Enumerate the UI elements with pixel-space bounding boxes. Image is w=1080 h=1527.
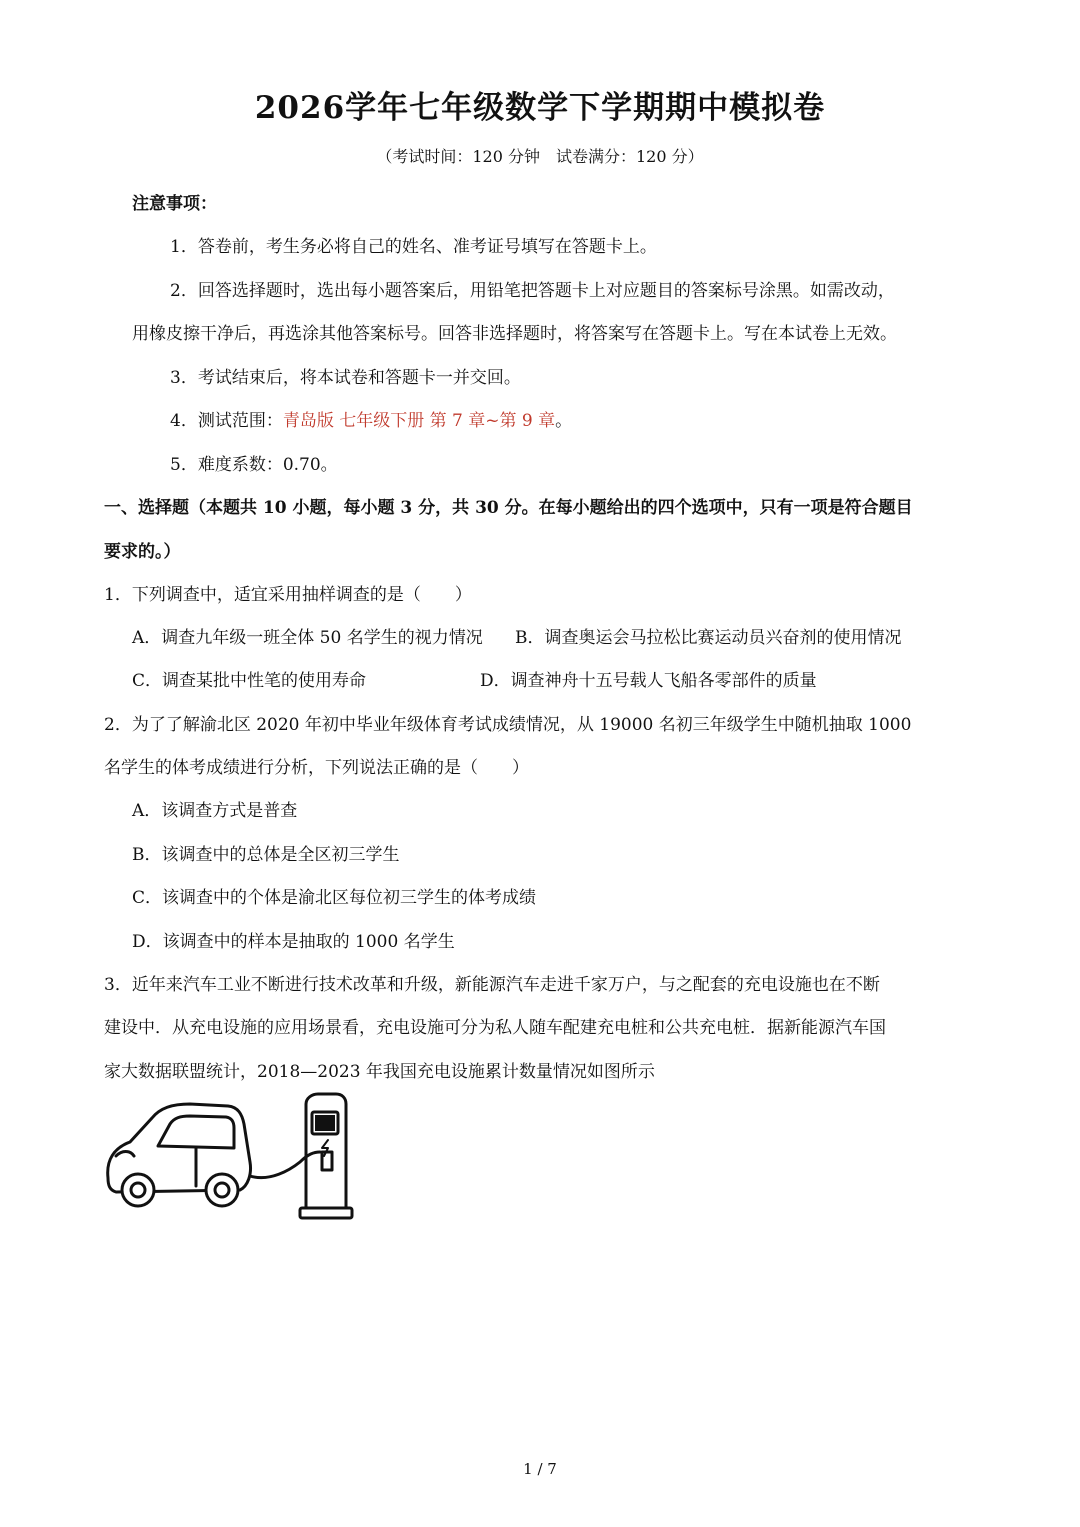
- test-range: 青岛版 七年级下册 第 7 章~第 9 章: [282, 411, 556, 431]
- notes-heading: 注意事项：: [132, 194, 217, 214]
- q1-option-a: A．调查九年级一班全体 50 名学生的视力情况: [132, 628, 483, 648]
- q3-stem-line-2: 建设中．从充电设施的应用场景看，充电设施可分为私人随车配建充电桩和公共充电桩．据新能源汽车国: [104, 1018, 886, 1038]
- note-item-4: [170, 406, 572, 431]
- ev-charging-illustration: [100, 1090, 360, 1225]
- q2-stem-line-1: 2．为了了解渝北区 2020 年初中毕业年级体育考试成绩情况，从 19000 名初三年级学生中随机抽取 1000: [104, 715, 912, 735]
- section-heading-line-2: 要求的。）: [104, 542, 181, 562]
- q2-option-a: A．该调查方式是普查: [132, 801, 298, 821]
- q2-stem-line-2: 名学生的体考成绩进行分析，下列说法正确的是（ ）: [104, 758, 529, 778]
- page-number: 1 / 7: [523, 1460, 557, 1478]
- q1-option-b: B．调查奥运会马拉松比赛运动员兴奋剂的使用情况: [515, 628, 902, 648]
- q1-option-d: D．调查神舟十五号载人飞船各零部件的质量: [480, 671, 817, 691]
- q2-option-b: B．该调查中的总体是全区初三学生: [132, 845, 400, 865]
- q1-stem: 1．下列调查中，适宜采用抽样调查的是（ ）: [104, 585, 472, 605]
- section-heading-line-1: 一、选择题（本题共 10 小题，每小题 3 分，共 30 分。在每小题给出的四个选项中，只有一项是符合题目: [104, 498, 913, 518]
- note-item-2-line-2: 用橡皮擦干净后，再选涂其他答案标号。回答非选择题时，将答案写在答题卡上。写在本试卷上无效。: [132, 324, 897, 344]
- rear-wheel: [206, 1174, 238, 1206]
- note-item-4-prefix: 4．测试范围：: [170, 411, 283, 431]
- car-window: [158, 1116, 234, 1148]
- front-wheel: [122, 1174, 154, 1206]
- note-item-1: 1．答卷前，考生务必将自己的姓名、准考证号填写在答题卡上。: [170, 237, 657, 257]
- note-item-5: 5．难度系数：0.70。: [170, 455, 338, 475]
- q1-option-c: C．调查某批中性笔的使用寿命: [132, 671, 367, 691]
- q2-option-c: C．该调查中的个体是渝北区每位初三学生的体考成绩: [132, 888, 537, 908]
- note-item-4-suffix: 。: [555, 411, 573, 431]
- q3-stem-line-1: 3．近年来汽车工业不断进行技术改革和升级，新能源汽车走进千家万户，与之配套的充电设施也在不断: [104, 975, 880, 995]
- note-item-3: 3．考试结束后，将本试卷和答题卡一并交回。: [170, 368, 521, 388]
- q2-option-d: D．该调查中的样本是抽取的 1000 名学生: [132, 932, 455, 952]
- page-title: 2026学年七年级数学下学期期中模拟卷: [254, 90, 826, 126]
- q3-stem-line-3: 家大数据联盟统计，2018—2023 年我国充电设施累计数量情况如图所示: [104, 1062, 655, 1082]
- exam-info: （考试时间：120 分钟 试卷满分：120 分）: [376, 147, 704, 166]
- charging-cable: [250, 1152, 320, 1178]
- note-item-2-line-1: 2．回答选择题时，选出每小题答案后，用铅笔把答题卡上对应题目的答案标号涂黑。如需改动，: [170, 281, 895, 301]
